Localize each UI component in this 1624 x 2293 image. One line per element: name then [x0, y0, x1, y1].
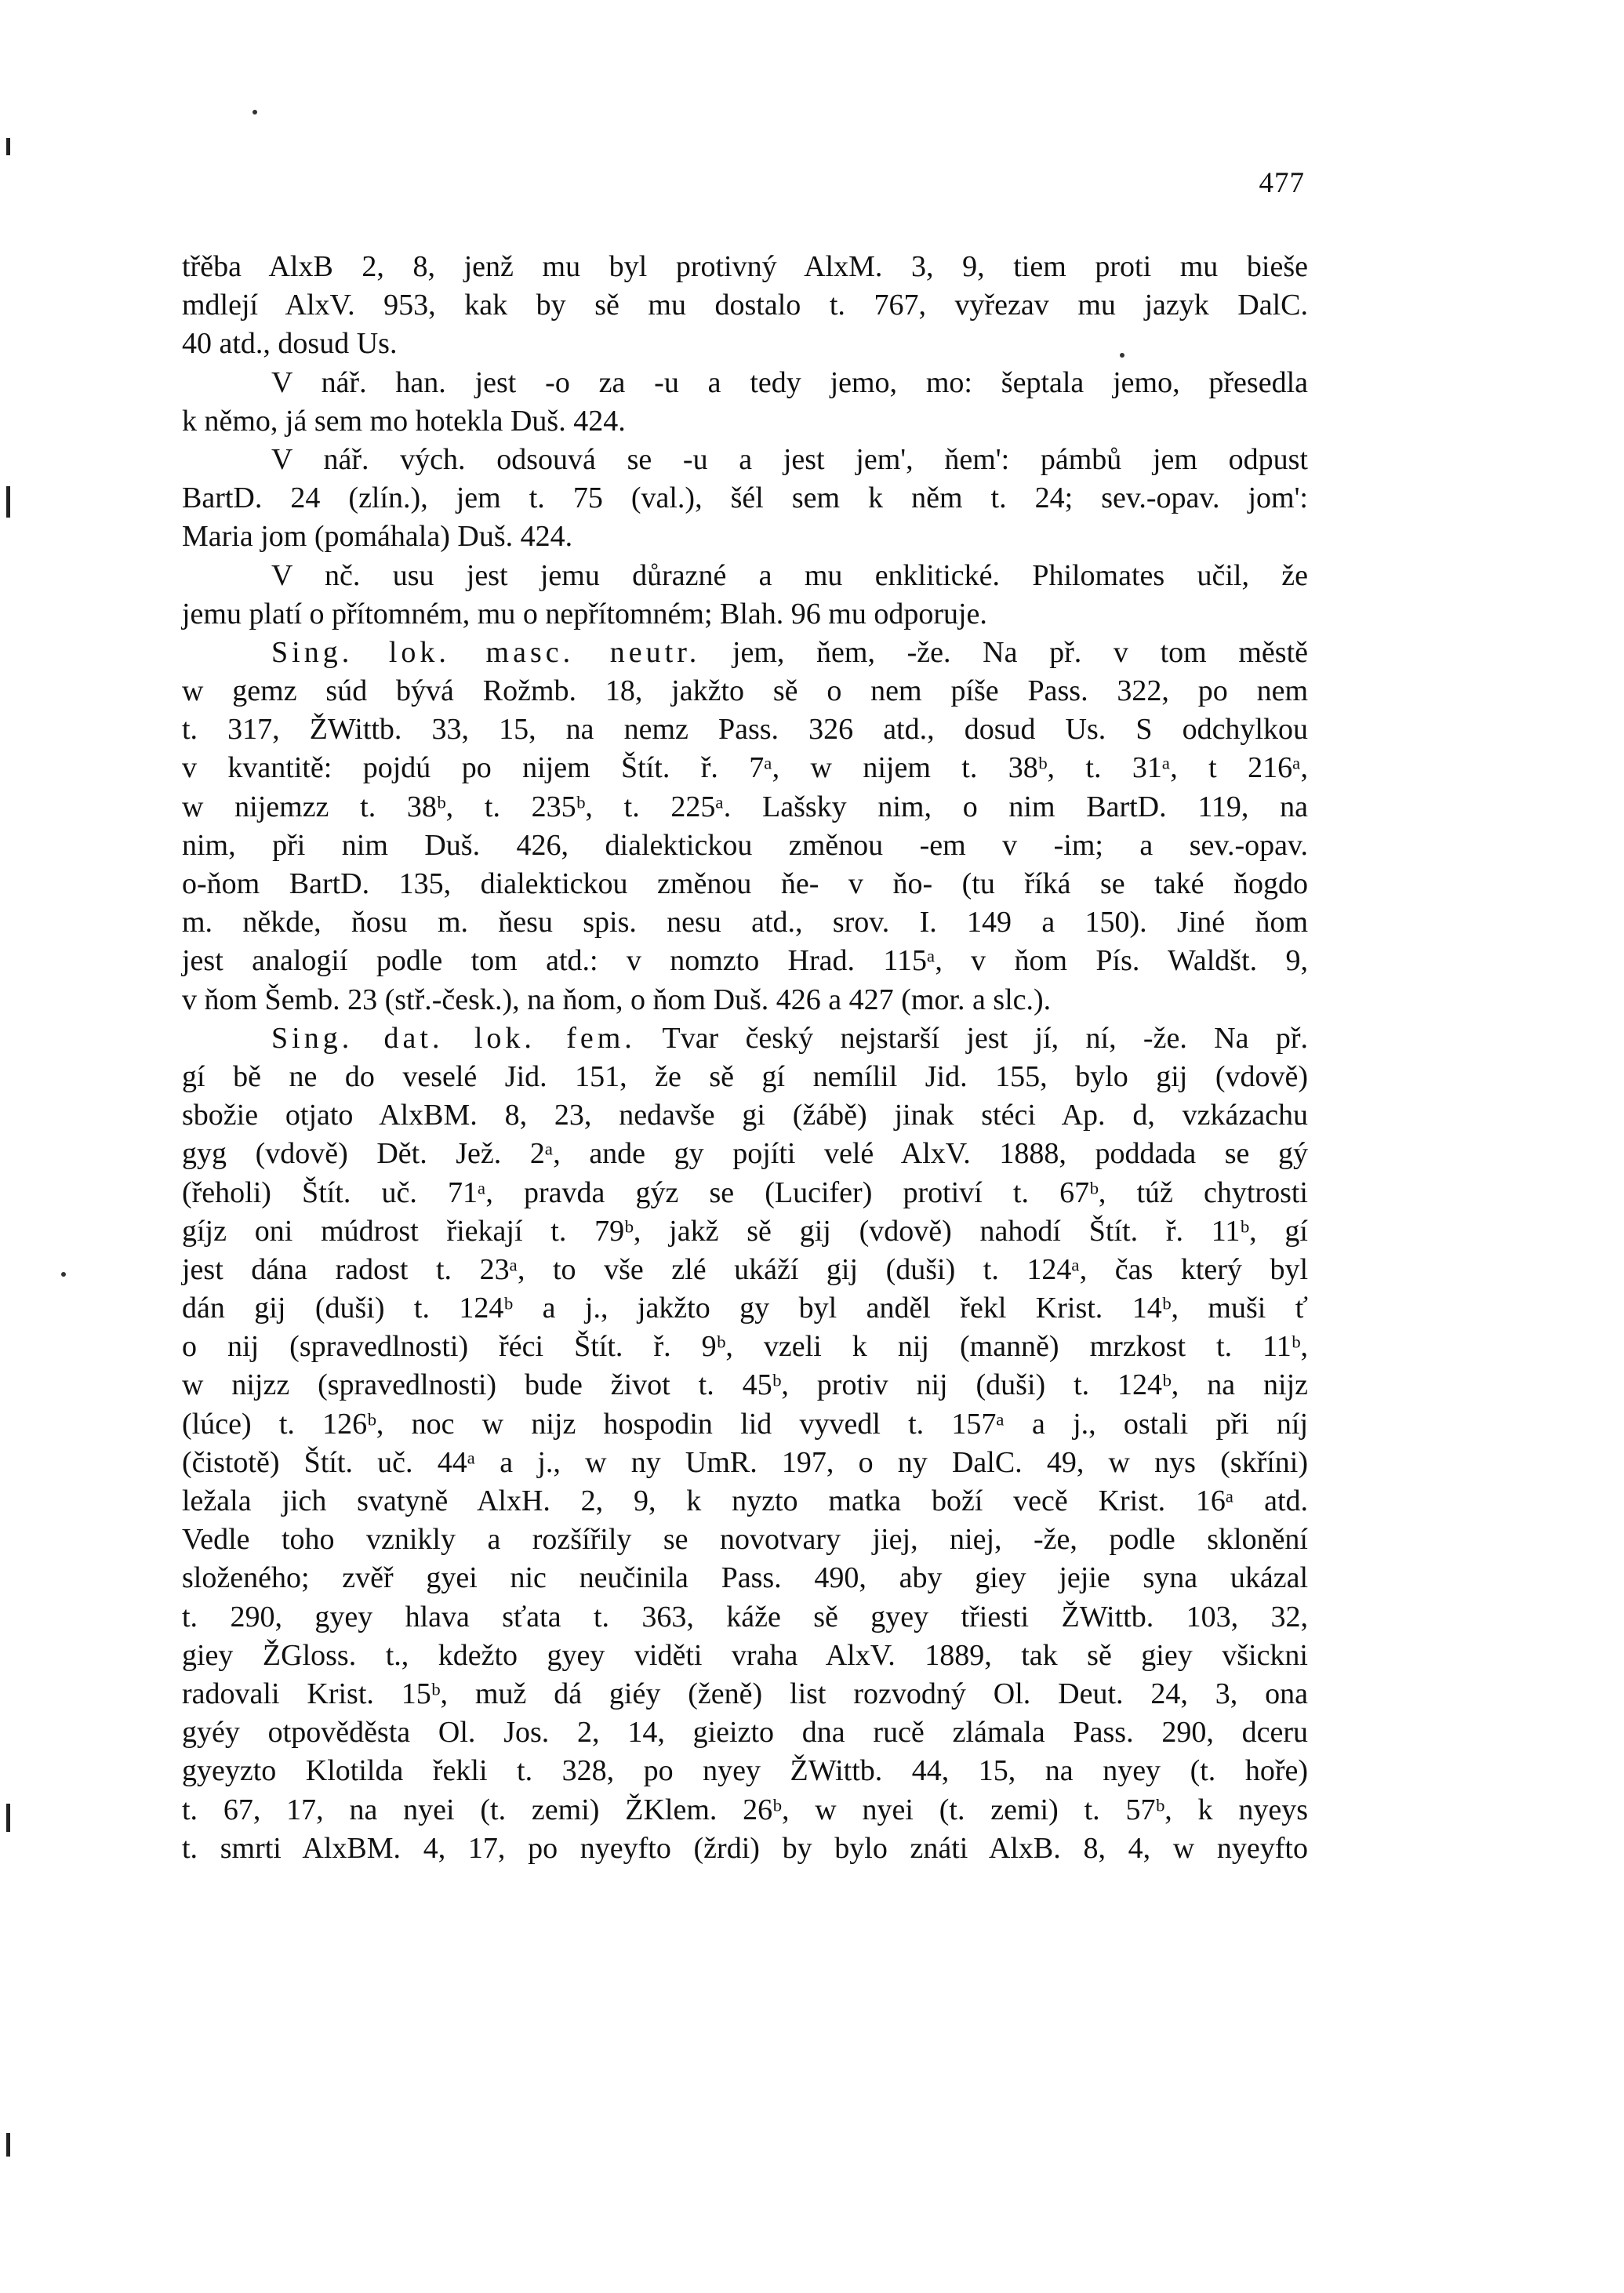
text-line: m. někde, ňosu m. ňesu spis. nesu atd., srov. I. 149 a 150). Jiné ňom — [182, 906, 1308, 939]
text-line: Maria jom (pomáhala) Duš. 424. — [182, 520, 573, 554]
text-line: t. 290, gyey hlava sťata t. 363, káže sě gyey třiesti ŽWittb. 103, 32, — [182, 1600, 1308, 1633]
text-line: jest dána radost t. 23ᵃ, to vše zlé ukáží gij (duši) t. 124ᵃ, čas který byl — [182, 1252, 1308, 1286]
case-heading: Sing. lok. masc. neutr. — [271, 635, 701, 669]
text-line: nim, při nim Duš. 426, dialektickou změnou -em v -im; a sev.-opav. — [182, 828, 1308, 862]
text-line: giey ŽGloss. t., kdežto gyey viděti vraha AlxV. 1889, tak sě giey všickni — [182, 1638, 1308, 1672]
scan-edge-mark — [6, 2133, 10, 2157]
text-line: BartD. 24 (zlín.), jem t. 75 (val.), šél sem k něm t. 24; sev.-opav. jom': — [182, 481, 1308, 515]
text-line: složeného; zvěř gyei nic neučinila Pass. 490, aby giey jejie syna ukázal — [182, 1561, 1308, 1595]
scan-edge-mark — [6, 138, 10, 155]
text-line: jest analogií podle tom atd.: v nomzto Hrad. 115ᵃ, v ňom Pís. Waldšt. 9, — [182, 944, 1308, 978]
text-line: jemu platí o přítomném, mu o nepřítomném; Blah. 96 mu odporuje. — [182, 597, 987, 630]
text-line: dán gij (duši) t. 124ᵇ a j., jakžto gy byl anděl řekl Krist. 14ᵇ, muši ť — [182, 1292, 1308, 1325]
text-line: ležala jich svatyně AlxH. 2, 9, k nyzto matka boží vecě Krist. 16ᵃ atd. — [182, 1484, 1308, 1517]
scan-edge-mark — [6, 1804, 10, 1832]
scan-speck — [1120, 353, 1124, 358]
text-line: mdlejí AlxV. 953, kak by sě mu dostalo t. 767, vyřezav mu jazyk DalC. — [182, 289, 1308, 322]
paragraph-start-line: V nář. vých. odsouvá se -u a jest jem', ňem': pámbů jem odpust — [271, 442, 1308, 476]
case-heading: Sing. dat. lok. fem. — [271, 1021, 636, 1055]
text-line: w nijzz (spravedlnosti) bude život t. 45ᵇ, protiv nij (duši) t. 124ᵇ, na nijz — [182, 1368, 1308, 1402]
text-line: w nijemzz t. 38ᵇ, t. 235ᵇ, t. 225ᵃ. Lašsky nim, o nim BartD. 119, na — [182, 790, 1308, 823]
text-line: t. smrti AlxBM. 4, 17, po nyeyfto (žrdi) by bylo znáti AlxB. 8, 4, w nyeyfto — [182, 1831, 1308, 1865]
text-line: t. 317, ŽWittb. 33, 15, na nemz Pass. 326 atd., dosud Us. S odchylkou — [182, 713, 1308, 747]
text-line: (čistotě) Štít. uč. 44ᵃ a j., w ny UmR. 197, o ny DalC. 49, w nys (skříni) — [182, 1445, 1308, 1479]
text-line: v ňom Šemb. 23 (stř.-česk.), na ňom, o ňom Duš. 426 a 427 (mor. a slc.). — [182, 983, 1052, 1016]
text-line: gí bě ne do veselé Jid. 151, že sě gí nemílil Jid. 155, bylo gij (vdově) — [182, 1059, 1308, 1093]
text-line: 40 atd., dosud Us. — [182, 327, 398, 361]
text-line: gíjz oni múdrost řiekají t. 79ᵇ, jakž sě gij (vdově) nahodí Štít. ř. 11ᵇ, gí — [182, 1214, 1308, 1248]
text-line: třěba AlxB 2, 8, jenž mu byl protivný AlxM. 3, 9, tiem proti mu bieše — [182, 250, 1308, 283]
text-line: o-ňom BartD. 135, dialektickou změnou ňe- v ňo- (tu říká se také ňogdo — [182, 867, 1308, 900]
paragraph-start-line: V nář. han. jest -o za -u a tedy jemo, mo: šeptala jemo, přesedla — [271, 365, 1308, 399]
text-line: k němo, já sem mo hotekla Duš. 424. — [182, 404, 626, 438]
text-line: w gemz súd bývá Rožmb. 18, jakžto sě o nem píše Pass. 322, po nem — [182, 674, 1308, 708]
scan-edge-mark — [6, 486, 10, 518]
scan-speck — [253, 110, 257, 114]
scan-speck — [61, 1272, 66, 1277]
text-line: radovali Krist. 15ᵇ, muž dá giéy (ženě) list rozvodný Ol. Deut. 24, 3, ona — [182, 1677, 1308, 1710]
text-line: t. 67, 17, na nyei (t. zemi) ŽKlem. 26ᵇ, w nyei (t. zemi) t. 57ᵇ, k nyeys — [182, 1793, 1308, 1826]
section-heading-line: Sing. dat. lok. fem. Tvar český nejstarší jest jí, ní, -že. Na př. — [271, 1021, 1308, 1055]
page-number: 477 — [1259, 167, 1305, 199]
text-line: v kvantitě: pojdú po nijem Štít. ř. 7ᵃ, w nijem t. 38ᵇ, t. 31ᵃ, t 216ᵃ, — [182, 751, 1308, 785]
section-heading-line: Sing. lok. masc. neutr. jem, ňem, -že. Na př. v tom městě — [271, 635, 1308, 669]
text-line: sbožie otjato AlxBM. 8, 23, nedavše gi (žábě) jinak stéci Ap. d, vzkázachu — [182, 1099, 1308, 1132]
text-line: gyéy otpověděsta Ol. Jos. 2, 14, gieizto dna rucě zlámala Pass. 290, dceru — [182, 1716, 1308, 1750]
text-line: (lúce) t. 126ᵇ, noc w nijz hospodin lid vyvedl t. 157ᵃ a j., ostali při níj — [182, 1407, 1308, 1441]
paragraph-start-line: V nč. usu jest jemu důrazné a mu enklitické. Philomates učil, že — [271, 558, 1308, 592]
text-line: gyg (vdově) Dět. Jež. 2ᵃ, ande gy pojíti velé AlxV. 1888, poddada se gý — [182, 1137, 1308, 1171]
text-line: gyeyzto Klotilda řekli t. 328, po nyey ŽWittb. 44, 15, na nyey (t. hoře) — [182, 1754, 1308, 1788]
text-line: (řeholi) Štít. uč. 71ᵃ, pravda gýz se (Lucifer) protiví t. 67ᵇ, túž chytrosti — [182, 1176, 1308, 1209]
body-text — [182, 248, 1308, 1868]
text-line: o nij (spravedlnosti) řéci Štít. ř. 9ᵇ, vzeli k nij (manně) mrzkost t. 11ᵇ, — [182, 1330, 1308, 1364]
text-line: Vedle toho vznikly a rozšířily se novotvary jiej, niej, -že, podle sklonění — [182, 1523, 1308, 1557]
